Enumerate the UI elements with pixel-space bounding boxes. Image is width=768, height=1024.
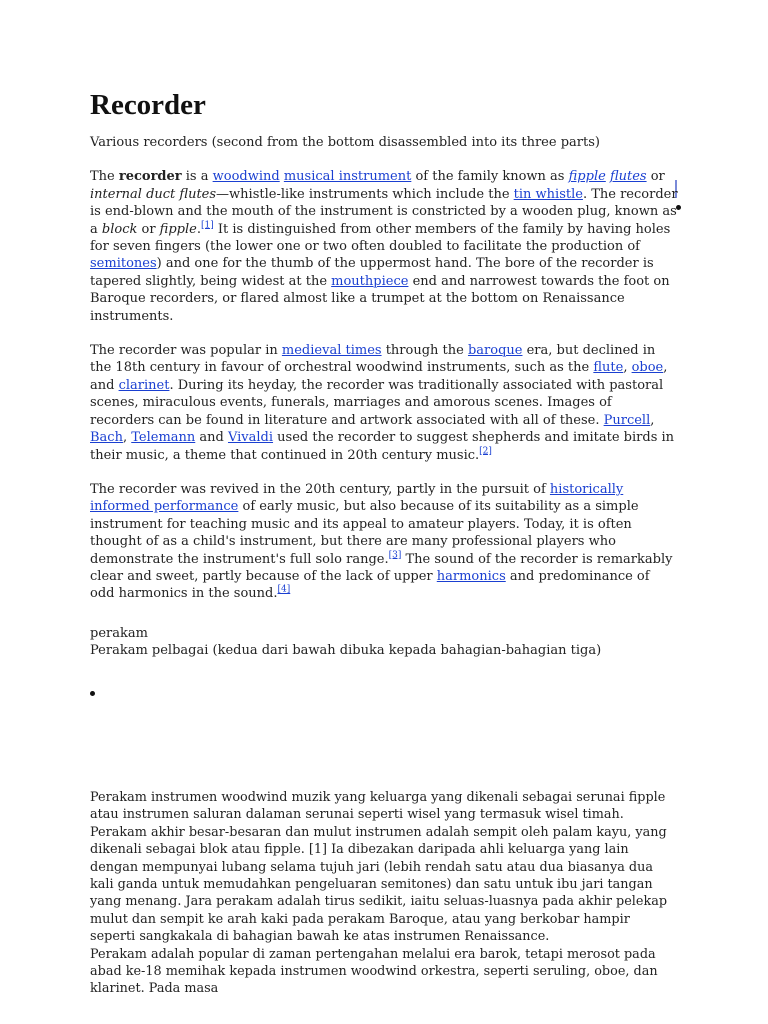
link-semitones[interactable]: semitones (90, 256, 157, 272)
link-flute[interactable]: flute (593, 360, 624, 376)
bullet-item (90, 684, 678, 701)
link-tin-whistle[interactable]: tin whistle (513, 186, 583, 202)
paragraph-revival: The recorder was revived in the 20th century, partly in the pursuit of historically informed performance of early music, but also because of its suitability as a simple instrument for teaching music and its appeal to amateur players. Today, it is often thought of as a child's instrument, but there are many professional players who demonstrate the instrument's full solo range.[3] The sound of the recorder is remarkably clear and sweet, partly because of the lack of upper harmonics and predominance of odd harmonics in the sound.[4] (90, 481, 673, 602)
link-woodwind[interactable]: woodwind (212, 169, 280, 185)
ref-link-4[interactable]: [4] (277, 585, 291, 596)
link-musical-instrument[interactable]: musical instrument (283, 169, 412, 185)
malay-paragraph-2: Perakam adalah popular di zaman pertengahan melalui era barok, tetapi merosot pada abad ke-18 memihak kepada instrumen woodwind orkestra, seperti seruling, oboe, dan klarinet. Pada masa (90, 946, 658, 997)
ref-link-2[interactable]: [2] (479, 446, 492, 457)
link-vivaldi[interactable]: Vivaldi (227, 430, 274, 446)
malay-paragraph-1: Perakam instrumen woodwind muzik yang keluarga yang dikenali sebagai serunai fipple atau instrumen saluran dalaman serunai seperti wisel yang termasuk wisel timah. Perakam akhir besar-besaran dan mulut instrumen adalah sempit oleh palam kayu, yang dikenali sebagai blok atau fipple. [1] Ia dibezakan daripada ahli keluarga yang lain dengan mempunyai lubang selama tujuh jari (lebih rendah satu atau dua biasanya dua kali ganda untuk memudahkan pengeluaran semitones) dan satu untuk ibu jari tangan yang menang. Jara perakam adalah tirus sedikit, iaitu seluas-luasnya pada akhir pelekap mulut dan sempit ke arah kaki pada perakam Baroque, atau yang berkobar hampir seperti sangkakala di bahagian bawah ke atas instrumen Renaissance. (90, 789, 668, 945)
ref-link-1[interactable]: [1] (200, 220, 214, 231)
malay-title: perakam (90, 625, 148, 641)
link-harmonics[interactable]: harmonics (436, 568, 506, 584)
italic-fipple: fipple (159, 221, 197, 237)
document-page (90, 88, 678, 998)
link-medieval-times[interactable]: medieval times (281, 343, 382, 359)
link-mouthpiece[interactable]: mouthpiece (331, 273, 409, 289)
image-caption: Various recorders (second from the bottom disassembled into its three parts) (90, 135, 600, 150)
ref-link-3[interactable]: [3] (388, 550, 402, 561)
paragraph-intro: The recorder is a woodwind musical instrument of the family known as fipple flutes or internal duct flutes—whistle-like instruments which include the tin whistle. The recorder is end-blown and the mouth of the instrument is constricted by a wooden plug, known as a block or fipple.[1] It is distinguished from other members of the family by having holes for seven fingers (the lower one or two often doubled to facilitate the production of semitones) and one for the thumb of the uppermost hand. The bore of the recorder is tapered slightly, being widest at the mouthpiece end and narrowest towards the foot on Baroque recorders, or flared almost like a trumpet at the bottom on Renaissance instruments. (90, 169, 678, 324)
link-telemann[interactable]: Telemann (131, 430, 196, 446)
italic-block: block (101, 221, 138, 237)
malay-caption: Perakam pelbagai (kedua dari bawah dibuka kepada bahagian-bahagian tiga) (90, 643, 602, 659)
link-fipple[interactable]: fipple (568, 169, 606, 185)
link-bach[interactable]: Bach (90, 430, 123, 446)
link-oboe[interactable]: oboe (631, 360, 664, 376)
link-clarinet[interactable]: clarinet (118, 377, 170, 393)
link-historically-informed-performance[interactable]: historically informed performance (90, 481, 624, 515)
page-title: Recorder (90, 89, 206, 121)
italic-term: internal duct flutes (90, 186, 217, 202)
bullet-icon (90, 691, 95, 696)
bold-term: recorder (118, 169, 182, 185)
link-flutes[interactable]: flutes (609, 169, 647, 185)
link-baroque[interactable]: baroque (467, 343, 523, 359)
paragraph-history: The recorder was popular in medieval times through the baroque era, but declined in the 18th century in favour of orchestral woodwind instruments, such as the flute, oboe, and clarinet. During its heyday, the recorder was traditionally associated with pastoral scenes, miraculous events, funerals, marriages and amorous scenes. Images of recorders can be found in literature and artwork associated with all of these. Purcell, Bach, Telemann and Vivaldi used the recorder to suggest shepherds and imitate birds in their music, a theme that continued in 20th century music.[2] (90, 343, 675, 463)
link-purcell[interactable]: Purcell (603, 412, 651, 428)
